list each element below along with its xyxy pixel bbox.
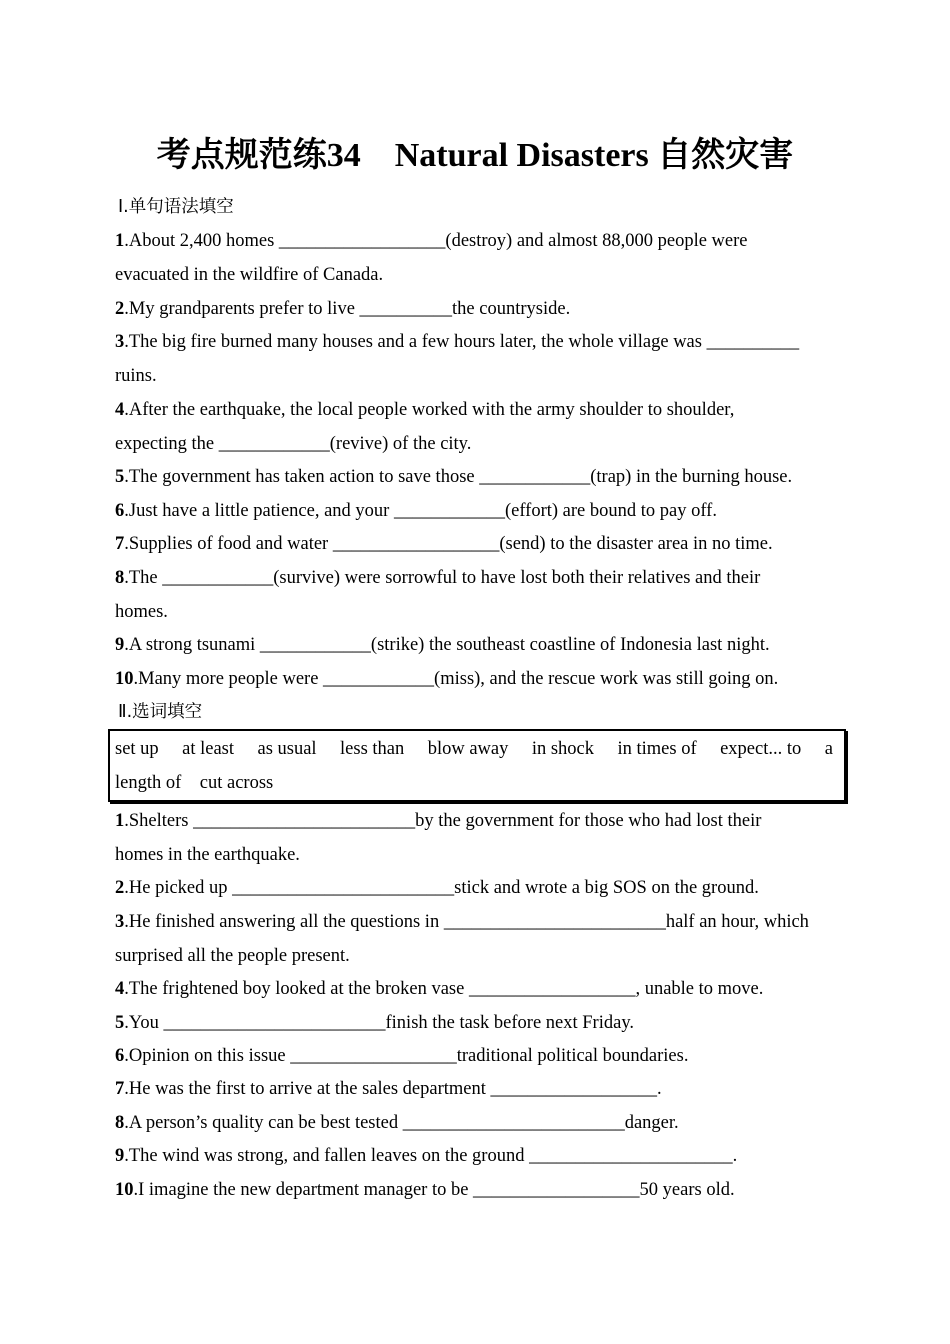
s1-q2: 2.My grandparents prefer to live __________the countryside.	[115, 299, 571, 319]
option-at-least: at least	[182, 739, 235, 759]
option-blow-away: blow away	[427, 739, 509, 759]
s2-q2: 2.He picked up ________________________stick and wrote a big SOS on the ground.	[115, 878, 759, 898]
s1-q7: 7.Supplies of food and water __________________(send) to the disaster area in no time.	[115, 534, 773, 554]
s1-q1-line-1: 1.About 2,400 homes __________________(destroy) and almost 88,000 people were	[115, 231, 748, 251]
s2-q1-line-2: homes in the earthquake.	[115, 845, 300, 865]
s1-q8-line-1: 8.The ____________(survive) were sorrowful to have lost both their relatives and their	[115, 568, 761, 588]
s2-q9: 9.The wind was strong, and fallen leaves on the ground ______________________.	[115, 1146, 738, 1166]
option-in-shock: in shock	[531, 739, 595, 759]
s1-q4-line-2: expecting the ____________(revive) of the city.	[115, 434, 472, 454]
s1-q1-line-2: evacuated in the wildfire of Canada.	[115, 265, 384, 285]
s1-q10: 10.Many more people were ____________(miss), and the rescue work was still going on.	[115, 669, 779, 689]
option-in-times-of: in times of	[617, 739, 697, 759]
s2-q10: 10.I imagine the new department manager to be __________________50 years old.	[115, 1180, 735, 1200]
s2-q7: 7.He was the first to arrive at the sales department __________________.	[115, 1079, 662, 1099]
s1-q3-line-2: ruins.	[115, 366, 157, 386]
word-bank-line-2: length of cut across	[115, 773, 274, 793]
word-bank-line-1	[115, 737, 833, 761]
s1-q8-line-2: homes.	[115, 602, 168, 622]
option-expect-to: expect... to	[720, 739, 802, 759]
option-as-usual: as usual	[257, 739, 317, 759]
s1-q3-line-1: 3.The big fire burned many houses and a few hours later, the whole village was __________	[115, 332, 800, 352]
s2-q1-line-1: 1.Shelters ________________________by the government for those who had lost their	[115, 811, 762, 831]
s2-q8: 8.A person’s quality can be best tested ________________________danger.	[115, 1113, 679, 1133]
s2-q4: 4.The frightened boy looked at the broken vase __________________, unable to move.	[115, 979, 764, 999]
s2-q3-line-1: 3.He finished answering all the questions in ________________________half an hour, which	[115, 912, 809, 932]
s2-q5: 5.You ________________________finish the task before next Friday.	[115, 1013, 634, 1033]
s2-q6: 6.Opinion on this issue __________________traditional political boundaries.	[115, 1046, 689, 1066]
section-2-heading: Ⅱ.选词填空	[118, 702, 203, 722]
s1-q9: 9.A strong tsunami ____________(strike) the southeast coastline of Indonesia last night.	[115, 635, 770, 655]
s1-q4-line-1: 4.After the earthquake, the local people worked with the army shoulder to shoulder,	[115, 400, 735, 420]
page-title: 考点规范练34 Natural Disasters 自然灾害	[156, 137, 794, 174]
option-a: a	[824, 739, 833, 759]
s1-q5: 5.The government has taken action to save those ____________(trap) in the burning house.	[115, 467, 793, 487]
s1-q6: 6.Just have a little patience, and your ____________(effort) are bound to pay off.	[115, 501, 717, 521]
option-less-than: less than	[340, 739, 405, 759]
section-1-heading: Ⅰ.单句语法填空	[118, 197, 234, 217]
option-set-up: set up	[115, 739, 159, 759]
s2-q3-line-2: surprised all the people present.	[115, 946, 350, 966]
